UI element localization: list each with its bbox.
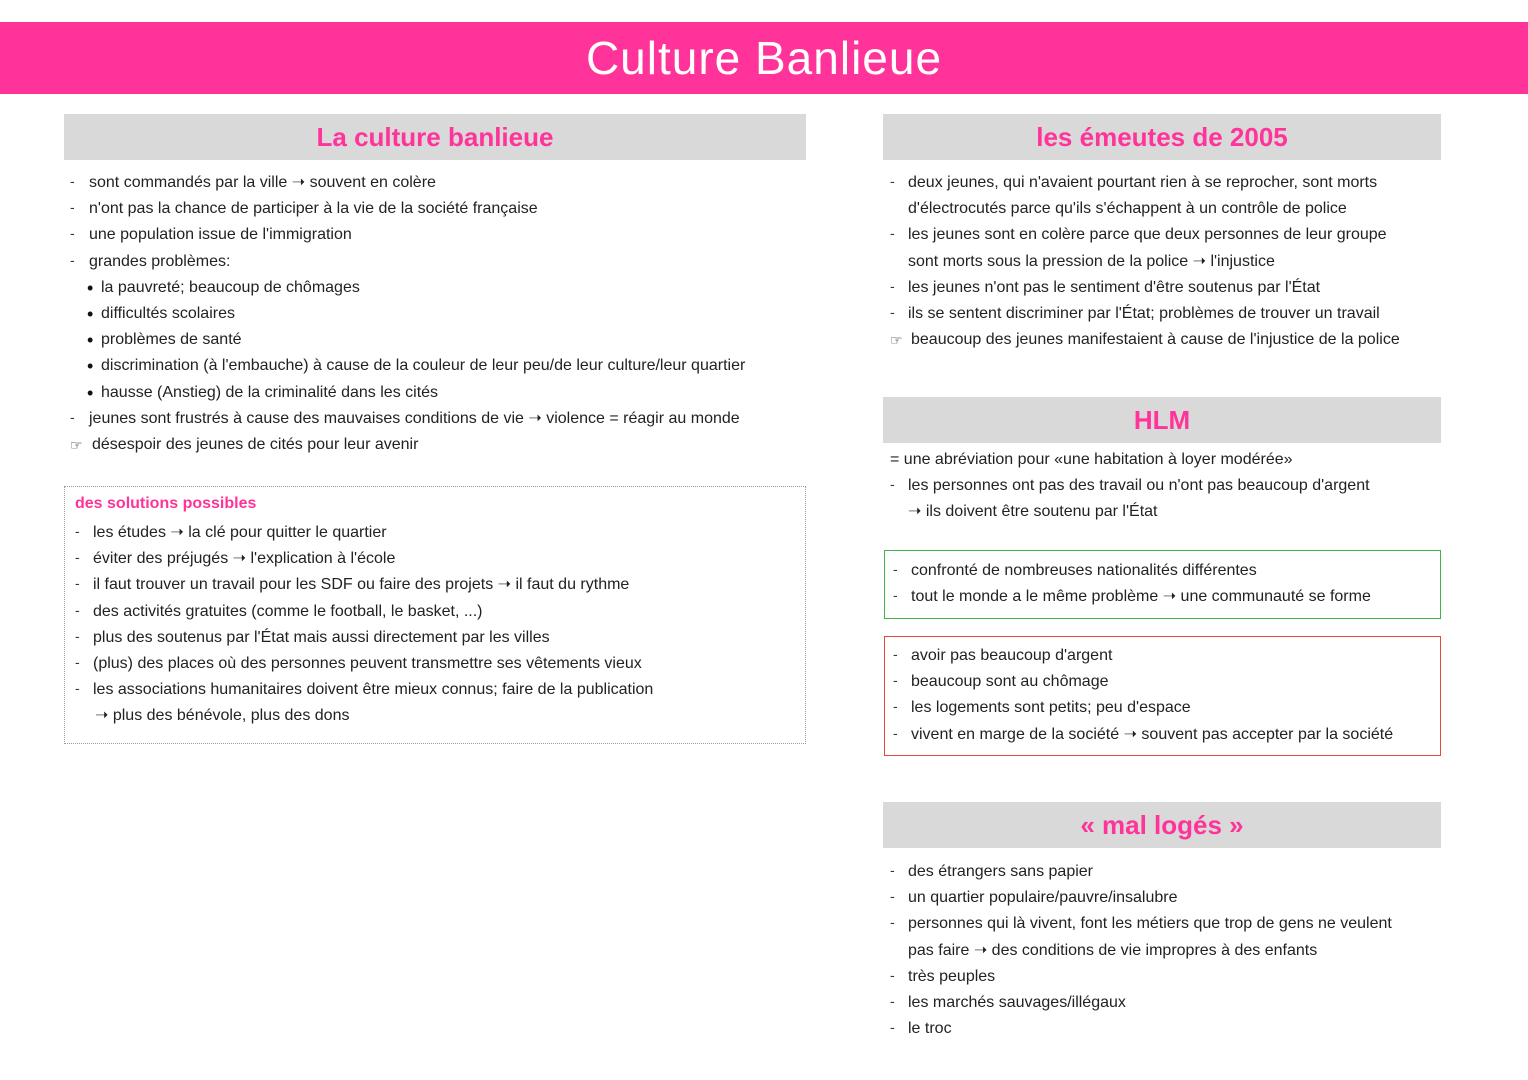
list-item: - les études ➝ la clé pour quitter le quartier xyxy=(75,520,795,546)
hlm-negative-list xyxy=(893,643,1433,748)
dash-marker: - xyxy=(70,199,75,216)
dash-marker: - xyxy=(893,724,898,741)
sub-list-item: • difficultés scolaires xyxy=(70,301,806,327)
list-item: - un quartier populaire/pauvre/insalubre xyxy=(890,885,1438,911)
hlm-positive-list xyxy=(893,558,1433,610)
list-item: - beaucoup sont au chômage xyxy=(893,669,1433,695)
dash-marker: - xyxy=(75,575,80,592)
dash-marker: - xyxy=(890,225,895,242)
dash-marker: - xyxy=(890,1019,895,1036)
dash-marker: - xyxy=(893,561,898,577)
page-title: Culture Banlieue xyxy=(0,22,1528,94)
list-item: - jeunes sont frustrés à cause des mauvaises conditions de vie ➝ violence = réagir au monde xyxy=(70,406,806,432)
dash-marker: - xyxy=(75,549,80,566)
list-item: - des activités gratuites (comme le football, le basket, ...) xyxy=(75,599,795,625)
list-item: - le troc xyxy=(890,1016,1438,1042)
emeutes-list xyxy=(890,170,1438,353)
list-item-continuation: pas faire ➝ des conditions de vie impropres à des enfants xyxy=(908,941,1318,959)
culture-list xyxy=(70,170,806,458)
culture-heading: La culture banlieue xyxy=(64,114,806,160)
list-item: - plus des soutenus par l'État mais aussi directement par les villes xyxy=(75,625,795,651)
list-item: - personnes qui là vivent, font les métiers que trop de gens ne veulent xyxy=(890,911,1438,937)
mal-loges-list xyxy=(890,859,1438,1042)
list-item: - tout le monde a le même problème ➝ une communauté se forme xyxy=(893,584,1433,610)
sub-list-item: • la pauvreté; beaucoup de chômages xyxy=(70,275,806,301)
list-item: - des étrangers sans papier xyxy=(890,859,1438,885)
dash-marker: - xyxy=(75,523,80,539)
list-item-continuation: ➝ ils doivent être soutenu par l'État xyxy=(908,503,1158,521)
list-item: - deux jeunes, qui n'avaient pourtant rien à se reprocher, sont morts xyxy=(890,170,1438,196)
pointing-hand-icon: ☞ xyxy=(890,332,903,349)
dash-marker: - xyxy=(890,476,895,493)
list-item: - sont commandés par la ville ➝ souvent en colère xyxy=(70,170,806,196)
sub-list-item: • discrimination (à l'embauche) à cause de la couleur de leur peu/de leur culture/leur quartier xyxy=(70,353,806,379)
emeutes-heading: les émeutes de 2005 xyxy=(883,114,1441,160)
dash-marker: - xyxy=(75,653,80,670)
list-item: - (plus) des places où des personnes peuvent transmettre ses vêtements vieux xyxy=(75,651,795,677)
bullet-icon: • xyxy=(87,356,94,377)
bullet-icon: • xyxy=(87,382,94,403)
dash-marker: - xyxy=(70,173,75,189)
sub-list-item: • hausse (Anstieg) de la criminalité dans les cités xyxy=(70,380,806,406)
dash-marker: - xyxy=(890,966,895,983)
list-item: - les logements sont petits; peu d'espace xyxy=(893,695,1433,721)
list-item-continuation: ➝ plus des bénévole, plus des dons xyxy=(95,707,350,725)
list-item-continuation: sont morts sous la pression de la police ➝ l'injustice xyxy=(908,252,1275,270)
bullet-icon: • xyxy=(87,303,94,324)
list-item: ☞ désespoir des jeunes de cités pour leur avenir xyxy=(70,432,806,458)
list-item: - très peuples xyxy=(890,964,1438,990)
list-item: - ils se sentent discriminer par l'État; problèmes de trouver un travail xyxy=(890,301,1438,327)
list-item: - les marchés sauvages/illégaux xyxy=(890,990,1438,1016)
dash-marker: - xyxy=(75,601,80,618)
dash-marker: - xyxy=(893,646,898,662)
dash-marker: - xyxy=(890,992,895,1009)
solutions-box xyxy=(64,486,806,744)
list-item: - confronté de nombreuses nationalités différentes xyxy=(893,558,1433,584)
solutions-title: des solutions possibles xyxy=(75,495,257,512)
dash-marker: - xyxy=(75,680,80,697)
list-item: - les personnes ont pas des travail ou n'ont pas beaucoup d'argent xyxy=(890,473,1438,499)
solutions-list xyxy=(75,520,795,730)
dash-marker: - xyxy=(890,888,895,905)
dash-marker: - xyxy=(70,225,75,242)
dash-marker: - xyxy=(893,587,898,604)
list-item: - avoir pas beaucoup d'argent xyxy=(893,643,1433,669)
dash-marker: - xyxy=(70,251,75,268)
list-item: - il faut trouver un travail pour les SDF ou faire des projets ➝ il faut du rythme xyxy=(75,572,795,598)
list-item: - grandes problèmes: xyxy=(70,249,806,275)
hlm-negative-box xyxy=(884,636,1441,756)
bullet-icon: • xyxy=(87,277,94,298)
dash-marker: - xyxy=(890,862,895,878)
dash-marker: - xyxy=(70,408,75,425)
dash-marker: - xyxy=(890,277,895,294)
dash-marker: - xyxy=(893,698,898,715)
list-item: - n'ont pas la chance de participer à la vie de la société française xyxy=(70,196,806,222)
bullet-icon: • xyxy=(87,330,94,351)
dash-marker: - xyxy=(890,303,895,320)
dash-marker: - xyxy=(893,672,898,689)
mal-loges-heading: « mal logés » xyxy=(883,802,1441,848)
list-item: - vivent en marge de la société ➝ souvent pas accepter par la société xyxy=(893,722,1433,748)
list-item: - les jeunes sont en colère parce que deux personnes de leur groupe xyxy=(890,222,1438,248)
list-item: - les associations humanitaires doivent être mieux connus; faire de la publication xyxy=(75,677,795,703)
sub-list-item: • problèmes de santé xyxy=(70,327,806,353)
list-item: ☞ beaucoup des jeunes manifestaient à cause de l'injustice de la police xyxy=(890,327,1438,353)
list-item: - éviter des préjugés ➝ l'explication à l'école xyxy=(75,546,795,572)
hlm-positive-box xyxy=(884,550,1441,619)
list-item: - les jeunes n'ont pas le sentiment d'être soutenus par l'État xyxy=(890,275,1438,301)
dash-marker: - xyxy=(890,173,895,189)
pointing-hand-icon: ☞ xyxy=(70,436,83,453)
definition-line: = une abréviation pour «une habitation à loyer modérée» xyxy=(890,451,1293,468)
list-item-continuation: d'électrocutés parce qu'ils s'échappent à un contrôle de police xyxy=(908,200,1347,218)
hlm-list xyxy=(890,447,1438,526)
dash-marker: - xyxy=(75,627,80,644)
list-item: - une population issue de l'immigration xyxy=(70,222,806,248)
dash-marker: - xyxy=(890,914,895,931)
hlm-heading: HLM xyxy=(883,397,1441,443)
